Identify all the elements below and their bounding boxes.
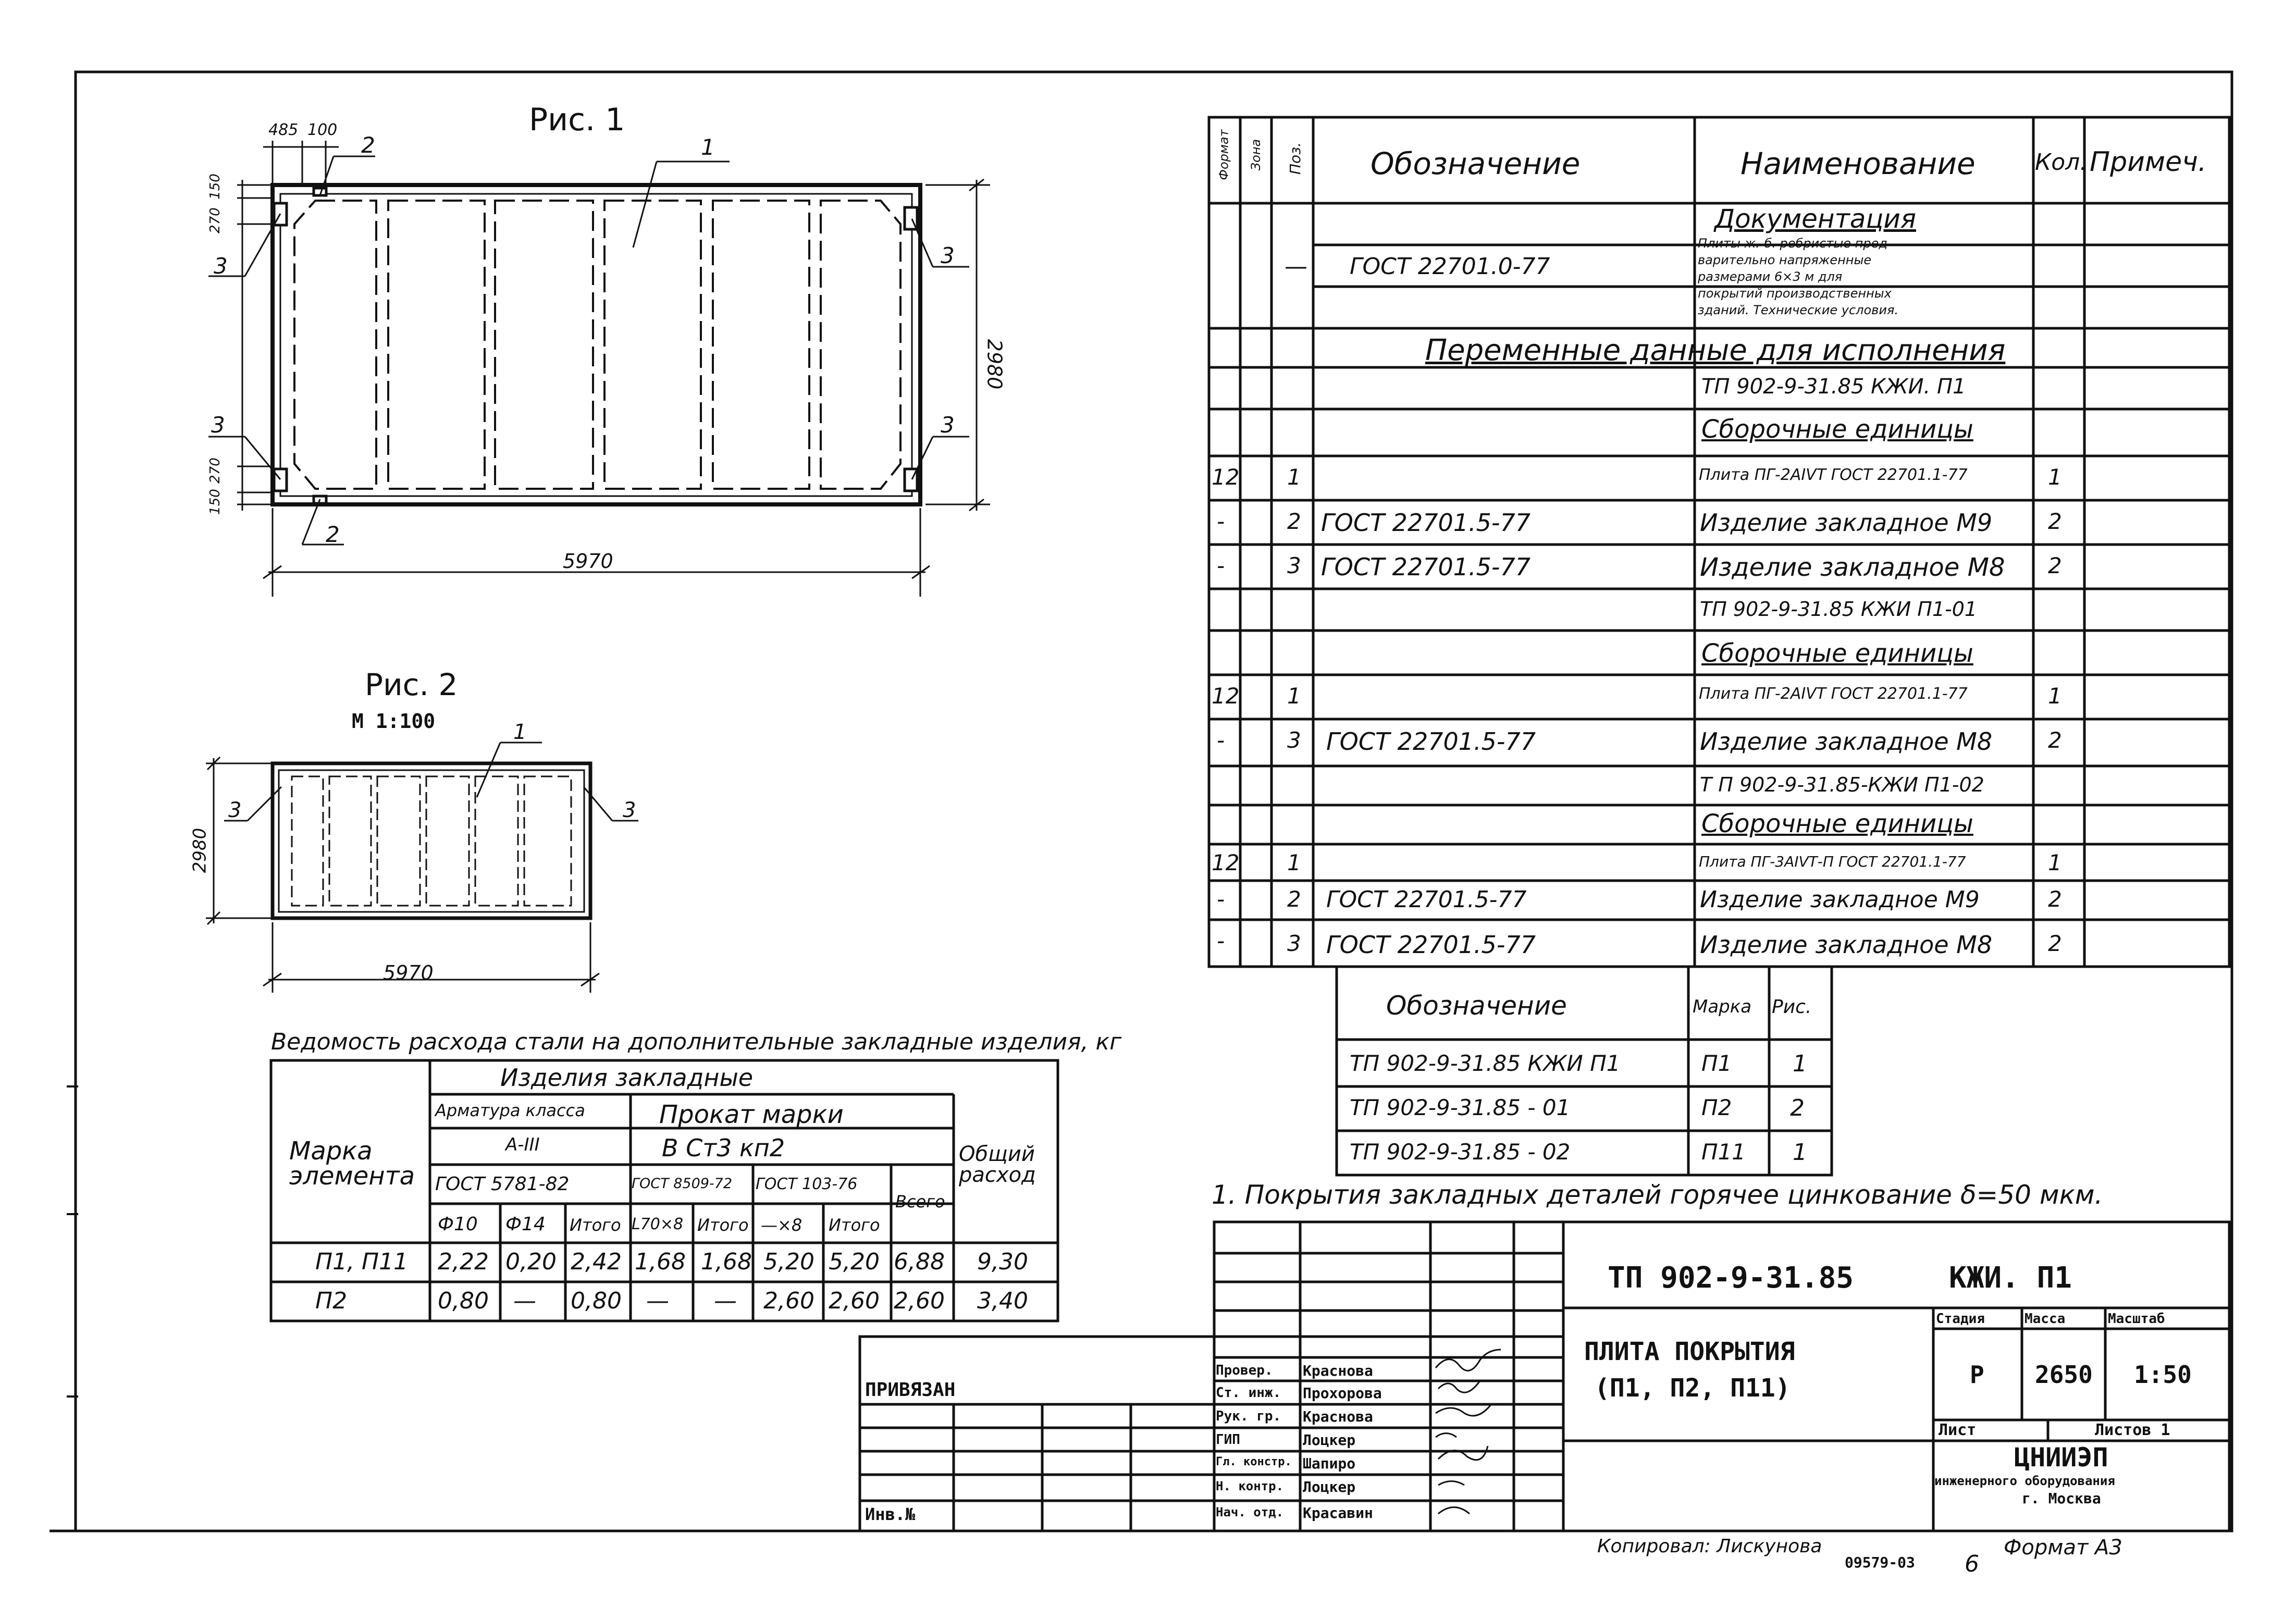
stamp-stage-h: Стадия bbox=[1936, 1311, 1985, 1327]
steel-h-gost8509: ГОСТ 8509-72 bbox=[632, 1176, 733, 1192]
note-coating: 1. Покрытия закладных деталей горячее цинкование δ=50 мкм. bbox=[1212, 1180, 2103, 1210]
spec-row-8-name: Изделие закладное М8 bbox=[1700, 727, 1993, 756]
spec-row-7-name: Плита ПГ-2АIVТ ГОСТ 22701.1-77 bbox=[1699, 685, 1968, 703]
steel-h-vsego: Всего bbox=[895, 1192, 945, 1212]
stamp-format: Формат А3 bbox=[2004, 1536, 2122, 1560]
spec-h-designation: Обозначение bbox=[1371, 146, 1581, 181]
stamp-sheets: Листов 1 bbox=[2095, 1421, 2170, 1439]
stamp-code: ТП 902-9-31.85 bbox=[1608, 1261, 1854, 1295]
spec-h-zone: Зона bbox=[1249, 139, 1264, 171]
stamp-mass-h: Масса bbox=[2025, 1311, 2066, 1327]
marks-row-0-mark: П1 bbox=[1701, 1051, 1732, 1076]
fig2-leader-3-right: 3 bbox=[623, 798, 636, 822]
steel-h-d10: Ф10 bbox=[438, 1214, 478, 1235]
stamp-org3: г. Москва bbox=[2022, 1490, 2101, 1507]
spec-row-1-name: Сборочные единицы bbox=[1701, 415, 1973, 444]
spec-row-13-desig: ГОСТ 22701.5-77 bbox=[1326, 931, 1536, 959]
marks-row-2-fig: 1 bbox=[1793, 1139, 1807, 1166]
steel-h-itogo1: Итого bbox=[570, 1215, 621, 1235]
spec-row-13-pos: 3 bbox=[1287, 931, 1301, 956]
spec-row-12-desig: ГОСТ 22701.5-77 bbox=[1326, 886, 1527, 913]
steel-row-1-b8: 2,60 bbox=[763, 1288, 814, 1314]
steel-h-b8: —×8 bbox=[761, 1215, 803, 1235]
fig1-plate bbox=[273, 185, 920, 504]
steel-h-mark: Марка элемента bbox=[289, 1136, 415, 1191]
fig2-leader-1: 1 bbox=[513, 720, 527, 744]
steel-h-d14: Ф14 bbox=[505, 1214, 546, 1235]
spec-h-pos: Поз. bbox=[1286, 142, 1304, 175]
spec-row-2-qty: 1 bbox=[2048, 464, 2062, 490]
steel-row-1-d10: 0,80 bbox=[438, 1288, 489, 1314]
fig1-dim-5970: 5970 bbox=[563, 550, 613, 573]
fig1-leader-3-bl: 3 bbox=[211, 412, 225, 438]
steel-title: Ведомость расхода стали на дополнительные закладные изделия, кг bbox=[271, 1029, 1122, 1055]
steel-row-0-d10: 2,22 bbox=[438, 1249, 489, 1275]
spec-row-7-fmt: 12 bbox=[1212, 683, 1240, 709]
steel-h-itogo3: Итого bbox=[829, 1215, 880, 1235]
spec-row-13-fmt: - bbox=[1217, 928, 1225, 954]
stamp-role-1: Ст. инж. bbox=[1216, 1385, 1281, 1401]
spec-row-10-name: Сборочные единицы bbox=[1701, 809, 1973, 838]
fig1-dim-2980: 2980 bbox=[983, 339, 1006, 390]
marks-row-2-desig: ТП 902-9-31.85 - 02 bbox=[1350, 1139, 1571, 1165]
spec-row-7-qty: 1 bbox=[2048, 683, 2062, 709]
spec-row-0-name: ТП 902-9-31.85 КЖИ. П1 bbox=[1701, 375, 1966, 399]
steel-h-rolled: Прокат марки bbox=[659, 1100, 844, 1129]
steel-row-0-d14: 0,20 bbox=[505, 1249, 557, 1275]
stamp-name-4: Шапиро bbox=[1303, 1455, 1356, 1472]
fig1-leader-1: 1 bbox=[701, 134, 715, 160]
steel-h-armature: Арматура класса bbox=[435, 1101, 585, 1120]
fig2-dim-2980: 2980 bbox=[189, 827, 211, 873]
fig2-plate bbox=[273, 763, 590, 918]
steel-h-items: Изделия закладные bbox=[500, 1064, 754, 1092]
spec-row-2-name: Плита ПГ-2АIVТ ГОСТ 22701.1-77 bbox=[1699, 466, 1968, 484]
spec-gost-desc-3: размерами 6×3 м для bbox=[1698, 269, 1843, 284]
spec-row-3-desig: ГОСТ 22701.5-77 bbox=[1321, 509, 1531, 537]
spec-doc-section: Документация bbox=[1714, 204, 1916, 234]
stamp-name-3: Лоцкер bbox=[1303, 1431, 1356, 1449]
steel-h-rolled-grade: В Ст3 кп2 bbox=[662, 1134, 785, 1162]
spec-row-4-desig: ГОСТ 22701.5-77 bbox=[1321, 553, 1531, 581]
fig1-dim-100: 100 bbox=[307, 121, 338, 139]
stamp-scale-h: Масштаб bbox=[2108, 1311, 2165, 1327]
stamp-code2: КЖИ. П1 bbox=[1949, 1261, 2072, 1295]
spec-row-12-qty: 2 bbox=[2048, 886, 2062, 912]
steel-h-total: Общий расход bbox=[959, 1142, 1036, 1187]
marks-row-1-desig: ТП 902-9-31.85 - 01 bbox=[1350, 1095, 1571, 1120]
stamp-stage: Р bbox=[1970, 1361, 1984, 1389]
spec-gost-desc-4: покрытий производственных bbox=[1698, 286, 1892, 301]
spec-row-9-name: Т П 902-9-31.85-КЖИ П1-02 bbox=[1700, 773, 1984, 796]
spec-row-3-qty: 2 bbox=[2048, 509, 2062, 534]
stamp-copied: Копировал: Лискунова bbox=[1597, 1536, 1822, 1557]
fig1-leader-3-br: 3 bbox=[941, 412, 955, 438]
spec-row-4-fmt: - bbox=[1217, 553, 1225, 578]
spec-row-5-name: ТП 902-9-31.85 КЖИ П1-01 bbox=[1700, 598, 1978, 621]
fig2-scale: М 1:100 bbox=[352, 710, 436, 733]
fig1-dim-270b: 270 bbox=[207, 458, 223, 484]
steel-h-l70: L70×8 bbox=[632, 1215, 684, 1233]
marks-h-mark: Марка bbox=[1693, 996, 1752, 1017]
steel-row-1-it2: — bbox=[714, 1288, 737, 1314]
stamp-org2: инженерного оборудования bbox=[1934, 1474, 2115, 1488]
marks-row-1-fig: 2 bbox=[1790, 1095, 1805, 1121]
spec-row-6-name: Сборочные единицы bbox=[1701, 639, 1973, 668]
marks-row-0-fig: 1 bbox=[1793, 1051, 1807, 1077]
stamp-privyazan: ПРИВЯЗАН bbox=[865, 1379, 956, 1401]
fig2-dim-5970: 5970 bbox=[383, 961, 434, 984]
stamp-role-6: Нач. отд. bbox=[1216, 1505, 1284, 1519]
spec-row-3-name: Изделие закладное М9 bbox=[1700, 509, 1993, 537]
spec-row-7-pos: 1 bbox=[1287, 683, 1301, 709]
spec-doc-dash: — bbox=[1285, 253, 1307, 280]
stamp-sheet: Лист bbox=[1939, 1421, 1977, 1439]
steel-row-1-it3: 2,60 bbox=[829, 1288, 880, 1314]
signatures bbox=[1436, 1350, 1501, 1514]
spec-row-11-name: Плита ПГ-3АIVТ-П ГОСТ 22701.1-77 bbox=[1699, 853, 1966, 870]
spec-gost-desc-1: Плиты ж.-б. ребристые пред- bbox=[1698, 236, 1892, 251]
stamp-name-2: Краснова bbox=[1303, 1408, 1373, 1425]
steel-h-itogo2: Итого bbox=[697, 1215, 749, 1235]
stamp-role-2: Рук. гр. bbox=[1216, 1408, 1281, 1424]
stamp-inv: Инв.№ bbox=[865, 1504, 916, 1524]
spec-row-8-fmt: - bbox=[1217, 727, 1225, 753]
marks-row-0-desig: ТП 902-9-31.85 КЖИ П1 bbox=[1350, 1051, 1621, 1076]
steel-row-0-it1: 2,42 bbox=[571, 1249, 622, 1275]
steel-row-0-mark: П1, П11 bbox=[315, 1249, 409, 1275]
spec-row-3-pos: 2 bbox=[1287, 509, 1301, 534]
stamp-role-0: Провер. bbox=[1216, 1363, 1273, 1378]
fig1-leader-3-tr: 3 bbox=[941, 243, 955, 268]
stamp-name-5: Лоцкер bbox=[1303, 1478, 1356, 1496]
spec-h-format: Формат bbox=[1216, 129, 1231, 180]
fig1-dim-270a: 270 bbox=[207, 207, 223, 233]
steel-row-1-total: 3,40 bbox=[977, 1288, 1028, 1314]
spec-row-12-pos: 2 bbox=[1287, 886, 1301, 912]
stamp-role-3: ГИП bbox=[1216, 1432, 1240, 1448]
spec-row-8-pos: 3 bbox=[1287, 727, 1301, 753]
fig1-dim-150b: 150 bbox=[207, 489, 223, 515]
spec-row-11-fmt: 12 bbox=[1212, 850, 1240, 875]
fig1-dim-150a: 150 bbox=[207, 174, 223, 200]
fig1-dim-485: 485 bbox=[268, 121, 299, 139]
fig1-leader-3-tl: 3 bbox=[214, 253, 228, 279]
spec-gost-desc-2: варительно напряженные bbox=[1698, 253, 1872, 267]
stamp-scale: 1:50 bbox=[2134, 1361, 2192, 1389]
steel-row-0-it2: 1,68 bbox=[701, 1249, 752, 1275]
spec-row-2-pos: 1 bbox=[1287, 464, 1301, 490]
stamp-mass: 2650 bbox=[2035, 1361, 2093, 1389]
spec-row-8-qty: 2 bbox=[2048, 727, 2062, 753]
steel-row-0-b8: 5,20 bbox=[763, 1249, 814, 1275]
fig1-leader-2-top: 2 bbox=[361, 132, 375, 158]
steel-h-armature-class: А-III bbox=[505, 1134, 540, 1155]
spec-row-12-name: Изделие закладное М9 bbox=[1700, 886, 1980, 913]
stamp-title: ПЛИТА ПОКРЫТИЯ bbox=[1584, 1337, 1795, 1366]
stamp-name-0: Краснова bbox=[1303, 1362, 1373, 1379]
stamp-bottom-num2: 6 bbox=[1965, 1551, 1979, 1577]
steel-row-1-it1: 0,80 bbox=[571, 1288, 622, 1314]
stamp-role-4: Гл. констр. bbox=[1216, 1455, 1292, 1468]
spec-row-4-qty: 2 bbox=[2048, 553, 2062, 578]
spec-row-3-fmt: - bbox=[1217, 509, 1225, 534]
spec-row-4-pos: 3 bbox=[1287, 553, 1301, 578]
stamp-name-6: Красавин bbox=[1303, 1504, 1373, 1522]
marks-row-2-mark: П11 bbox=[1701, 1139, 1746, 1165]
spec-row-13-name: Изделие закладное М8 bbox=[1700, 931, 1993, 959]
spec-row-13-qty: 2 bbox=[2048, 931, 2062, 956]
spec-gost-desc-5: зданий. Технические условия. bbox=[1698, 303, 1898, 317]
fig2-title: Рис. 2 bbox=[365, 667, 458, 702]
steel-row-0-it3: 5,20 bbox=[829, 1249, 880, 1275]
steel-row-1-vsego: 2,60 bbox=[894, 1288, 945, 1314]
sheet-frame bbox=[76, 72, 2232, 1531]
steel-h-gost103: ГОСТ 103-76 bbox=[756, 1175, 858, 1193]
stamp-role-5: Н. контр. bbox=[1216, 1479, 1284, 1493]
steel-row-1-l70: — bbox=[646, 1288, 669, 1314]
fig1-title: Рис. 1 bbox=[529, 102, 625, 138]
spec-row-12-fmt: - bbox=[1217, 886, 1225, 912]
fig1-leader-2-bottom: 2 bbox=[326, 522, 340, 547]
spec-row-4-name: Изделие закладное М8 bbox=[1700, 553, 2005, 582]
spec-h-qty: Кол. bbox=[2035, 149, 2088, 176]
steel-h-gost5781: ГОСТ 5781-82 bbox=[435, 1173, 570, 1195]
stamp-subtitle: (П1, П2, П11) bbox=[1595, 1374, 1791, 1403]
spec-h-name: Наименование bbox=[1740, 146, 1976, 181]
marks-h-desig: Обозначение bbox=[1386, 991, 1567, 1021]
steel-row-0-total: 9,30 bbox=[977, 1249, 1028, 1275]
fig2-leader-3-left: 3 bbox=[228, 798, 242, 822]
spec-var-header: Переменные данные для исполнения bbox=[1425, 333, 2006, 367]
spec-row-8-desig: ГОСТ 22701.5-77 bbox=[1326, 727, 1536, 756]
stamp-org1: ЦНИИЭП bbox=[2014, 1442, 2108, 1473]
spec-row-11-pos: 1 bbox=[1287, 850, 1301, 875]
stamp-bottom-num: 09579-03 bbox=[1845, 1554, 1915, 1571]
marks-row-1-mark: П2 bbox=[1701, 1095, 1732, 1120]
steel-row-0-l70: 1,68 bbox=[635, 1249, 686, 1275]
steel-row-1-mark: П2 bbox=[315, 1288, 348, 1314]
spec-row-11-qty: 1 bbox=[2048, 850, 2062, 875]
marks-h-fig: Рис. bbox=[1772, 996, 1812, 1018]
spec-h-note: Примеч. bbox=[2090, 146, 2207, 178]
steel-row-0-vsego: 6,88 bbox=[894, 1249, 945, 1275]
spec-doc-gost: ГОСТ 22701.0-77 bbox=[1350, 253, 1550, 280]
steel-row-1-d14: — bbox=[513, 1288, 536, 1314]
stamp-name-1: Прохорова bbox=[1303, 1385, 1382, 1402]
spec-row-2-fmt: 12 bbox=[1212, 464, 1240, 490]
